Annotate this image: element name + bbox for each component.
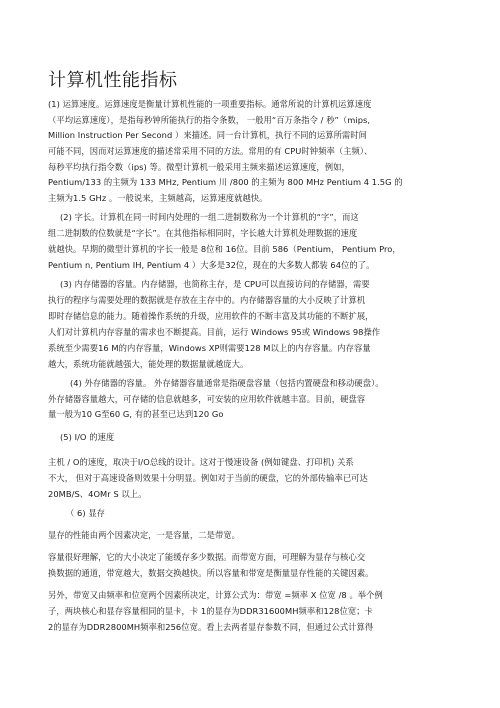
text-line: 量一般为10 G至60 G, 有的甚至已达到120 Go bbox=[48, 409, 224, 419]
text-line: Pentium n, Pentium IH, Pentium 4 ）大多是32位，现在的大多数人都装 64位的了。 bbox=[48, 260, 375, 270]
text-line: （平均运算速度），是指每秒钟所能执行的指令条数， 一般用“百万条指令 / 秒”（mips, bbox=[48, 115, 371, 125]
text-line: 2的显存为DDR2800MH频率和256位宽。看上去两者显存参数不同，但通过公式计算得 bbox=[48, 622, 374, 632]
text-line: (4) 外存储器的容量。 外存储器容量通常是指硬盘容量（包括内置硬盘和移动硬盘）。 bbox=[70, 378, 384, 388]
text-line: 组二进制数的位数就是“字长”。在其他指标相同时，字长越大计算机处理数据的速度 bbox=[48, 228, 358, 238]
text-line: 即时存储信息的能力。随着操作系统的升级，应用软件的不断丰富及其功能的不断扩展， bbox=[48, 311, 374, 321]
text-line: 主频为1.5 GHz 。一般说来，主频越高，运算速度就越快。 bbox=[48, 193, 268, 203]
text-line: 20MB/S、4OMr S 以上。 bbox=[48, 489, 147, 499]
text-line: 执行的程序与需要处理的数据就是存放在主存中的。内存储器容量的大小反映了计算机 bbox=[48, 295, 366, 305]
text-line: 人们对计算机内存容量的需求也不断提高。目前，运行 Windows 95或 Windows 98操作 bbox=[48, 327, 381, 337]
text-line: 越大，系统功能就越强大，能处理的数据量就越庞大。 bbox=[48, 359, 249, 369]
text-line: 不大， 但对于高速设备则效果十分明显。例如对于当前的硬盘，它的外部传输率已可达 bbox=[48, 473, 368, 483]
text-line: (1) 运算速度。运算速度是衡量计算机性能的一项重要指标。通常所说的计算机运算速度 bbox=[48, 99, 372, 109]
text-line: 每秒平均执行指令数（ips) 等。微型计算机一般采用主频来描述运算速度，例如， bbox=[48, 162, 350, 172]
text-line: 就越快。早期的微型计算机的字长一般是 8位和 16位。目前 586（Pentium， Pentium Pro， bbox=[48, 244, 401, 254]
text-line: 换数据的通道，带宽越大，数据交换越快。所以容量和带宽是衡量显存性能的关键因素。 bbox=[48, 568, 374, 578]
text-line: （ 6) 显存 bbox=[66, 508, 106, 518]
text-line: Million Instruction Per Second ）来描述。同一台计算机，执行不同的运算所需时间 bbox=[48, 130, 367, 140]
text-line: 容量很好理解，它的大小决定了能缓存多少数据。而带宽方面，可理解为显存与核心交 bbox=[48, 552, 366, 562]
text-line: (2) 字长。计算机在同一时间内处理的一组二进制数称为一个计算机的“字”，而这 bbox=[60, 212, 359, 222]
text-line: (5) I/O 的速度 bbox=[60, 432, 115, 442]
text-line: 外存储器容量越大，可存储的信息就越多，可安装的应用软件就越丰富。目前，硬盘容 bbox=[48, 394, 366, 404]
text-line: (3) 内存储器的容量。内存储器，也简称主存，是 CPU可以直接访问的存储器，需要 bbox=[60, 279, 370, 289]
text-line: 另外，带宽又由频率和位宽两个因素所决定，计算公式为：带宽 =频率 X 位宽 /8 。举个例 bbox=[48, 590, 383, 600]
text-line: 主机 / O的速度，取决于I/O总线的设计。这对于慢速设备 (例如键盘、打印机) 关系 bbox=[48, 457, 354, 467]
document-title: 计算机性能指标 bbox=[48, 70, 178, 91]
text-line: Pentium/133 的主频为 133 MHz, Pentium 川 /800 的主频为 800 MHz Pentium 4 1.5G 的 bbox=[48, 177, 403, 187]
text-line: 子，两块核心和显存容量相同的显卡，卡 1的显存为DDR31600MH频率和128位宽；卡 bbox=[48, 606, 373, 616]
text-line: 可能不同，因而对运算速度的描述常采用不同的方法。常用的有 CPU时钟频率（主频）、 bbox=[48, 146, 373, 156]
text-line: 系统至少需要16 M的内存容量，Windows XP则需要128 M以上的内存容量。内存容量 bbox=[48, 343, 371, 353]
text-line: 显存的性能由两个因素决定，一是容量，二是带宽。 bbox=[48, 530, 240, 540]
